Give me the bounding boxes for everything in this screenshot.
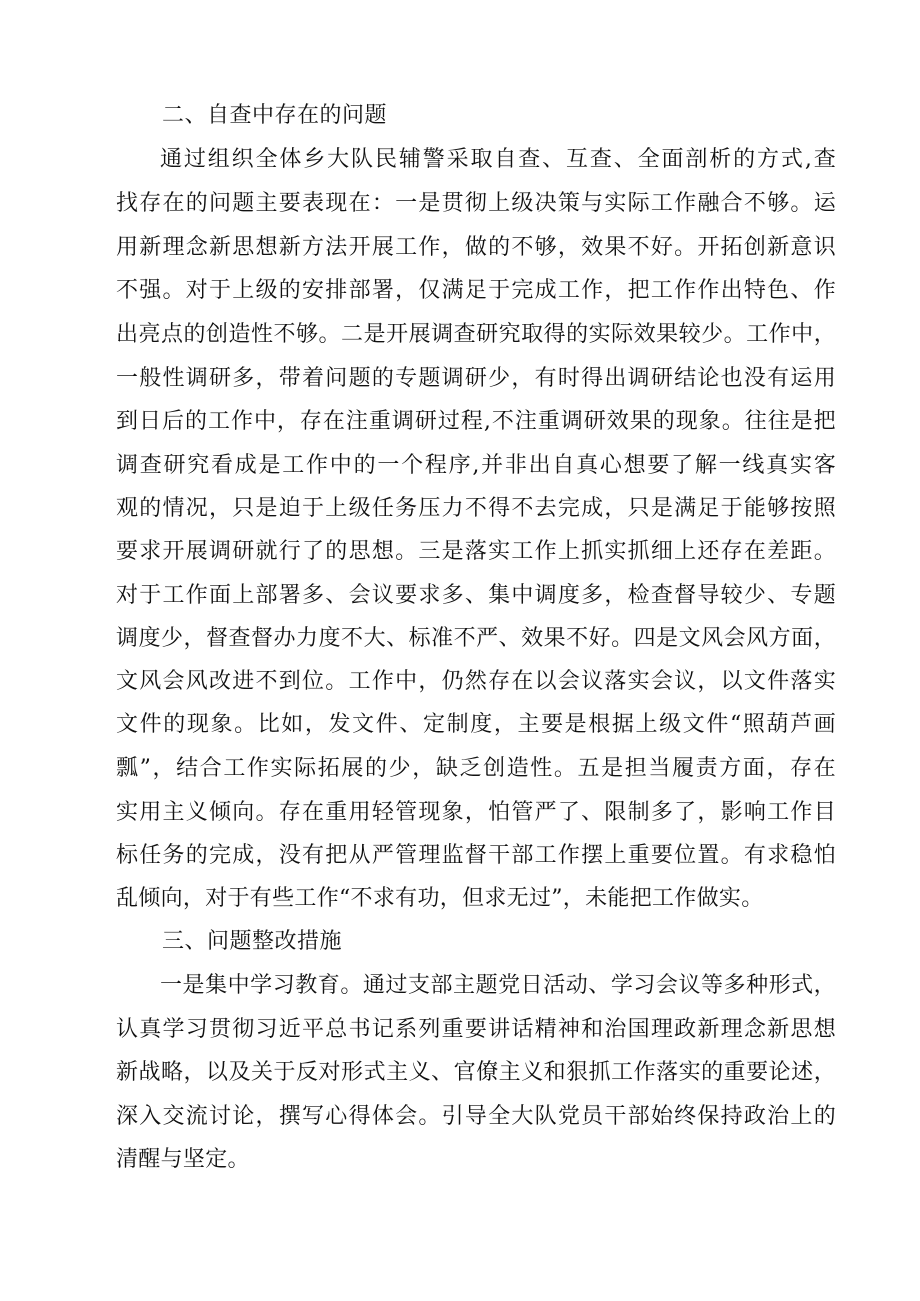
paragraph-line: 深入交流讨论，撰写心得体会。引导全大队党员干部始终保持政治上的 [116,1104,836,1129]
section-heading-problems: 二、自查中存在的问题 [162,103,388,128]
paragraph-line: 对于工作面上部署多、会议要求多、集中调度多，检查督导较少、专题 [116,583,836,608]
paragraph-line: 调度少，督查督办力度不大、标准不严、效果不好。四是文风会风方面， [116,626,836,651]
paragraph-line: 到日后的工作中，存在注重调研过程,不注重调研效果的现象。往往是把 [116,409,836,434]
paragraph-line: 调查研究看成是工作中的一个程序,并非出自真心想要了解一线真实客 [116,453,836,478]
section-heading-measures: 三、问题整改措施 [162,929,343,954]
paragraph-line: 清醒与坚定。 [116,1147,250,1172]
paragraph-line: 找存在的问题主要表现在：一是贯彻上级决策与实际工作融合不够。运 [116,191,836,216]
paragraph-line: 通过组织全体乡大队民辅警采取自查、互查、全面剖析的方式,查 [160,147,836,172]
paragraph-line: 不强。对于上级的安排部署，仅满足于完成工作，把工作作出特色、作 [116,278,836,303]
paragraph-line: 文件的现象。比如，发文件、定制度，主要是根据上级文件“照葫芦画 [116,712,836,737]
paragraph-line: 一是集中学习教育。通过支部主题党日活动、学习会议等多种形式， [160,973,836,998]
paragraph-line: 文风会风改进不到位。工作中，仍然存在以会议落实会议，以文件落实 [116,669,836,694]
paragraph-line: 用新理念新思想新方法开展工作，做的不够，效果不好。开拓创新意识 [116,235,836,260]
paragraph-line: 新战略，以及关于反对形式主义、官僚主义和狠抓工作落实的重要论述， [116,1060,836,1085]
paragraph-line: 认真学习贯彻习近平总书记系列重要讲话精神和治国理政新理念新思想 [116,1017,836,1042]
paragraph-line: 标任务的完成，没有把从严管理监督干部工作摆上重要位置。有求稳怕 [116,843,836,868]
paragraph-line: 出亮点的创造性不够。二是开展调查研究取得的实际效果较少。工作中， [116,322,836,347]
paragraph-line: 乱倾向，对于有些工作“不求有功，但求无过”，未能把工作做实。 [116,886,764,911]
paragraph-line: 实用主义倾向。存在重用轻管现象，怕管严了、限制多了，影响工作目 [116,800,836,825]
paragraph-line: 观的情况，只是迫于上级任务压力不得不去完成，只是满足于能够按照 [116,496,836,521]
paragraph-line: 要求开展调研就行了的思想。三是落实工作上抓实抓细上还存在差距。 [116,539,836,564]
paragraph-line: 瓢”，结合工作实际拓展的少，缺乏创造性。五是担当履责方面，存在 [116,756,836,781]
paragraph-line: 一般性调研多，带着问题的专题调研少，有时得出调研结论也没有运用 [116,366,836,391]
